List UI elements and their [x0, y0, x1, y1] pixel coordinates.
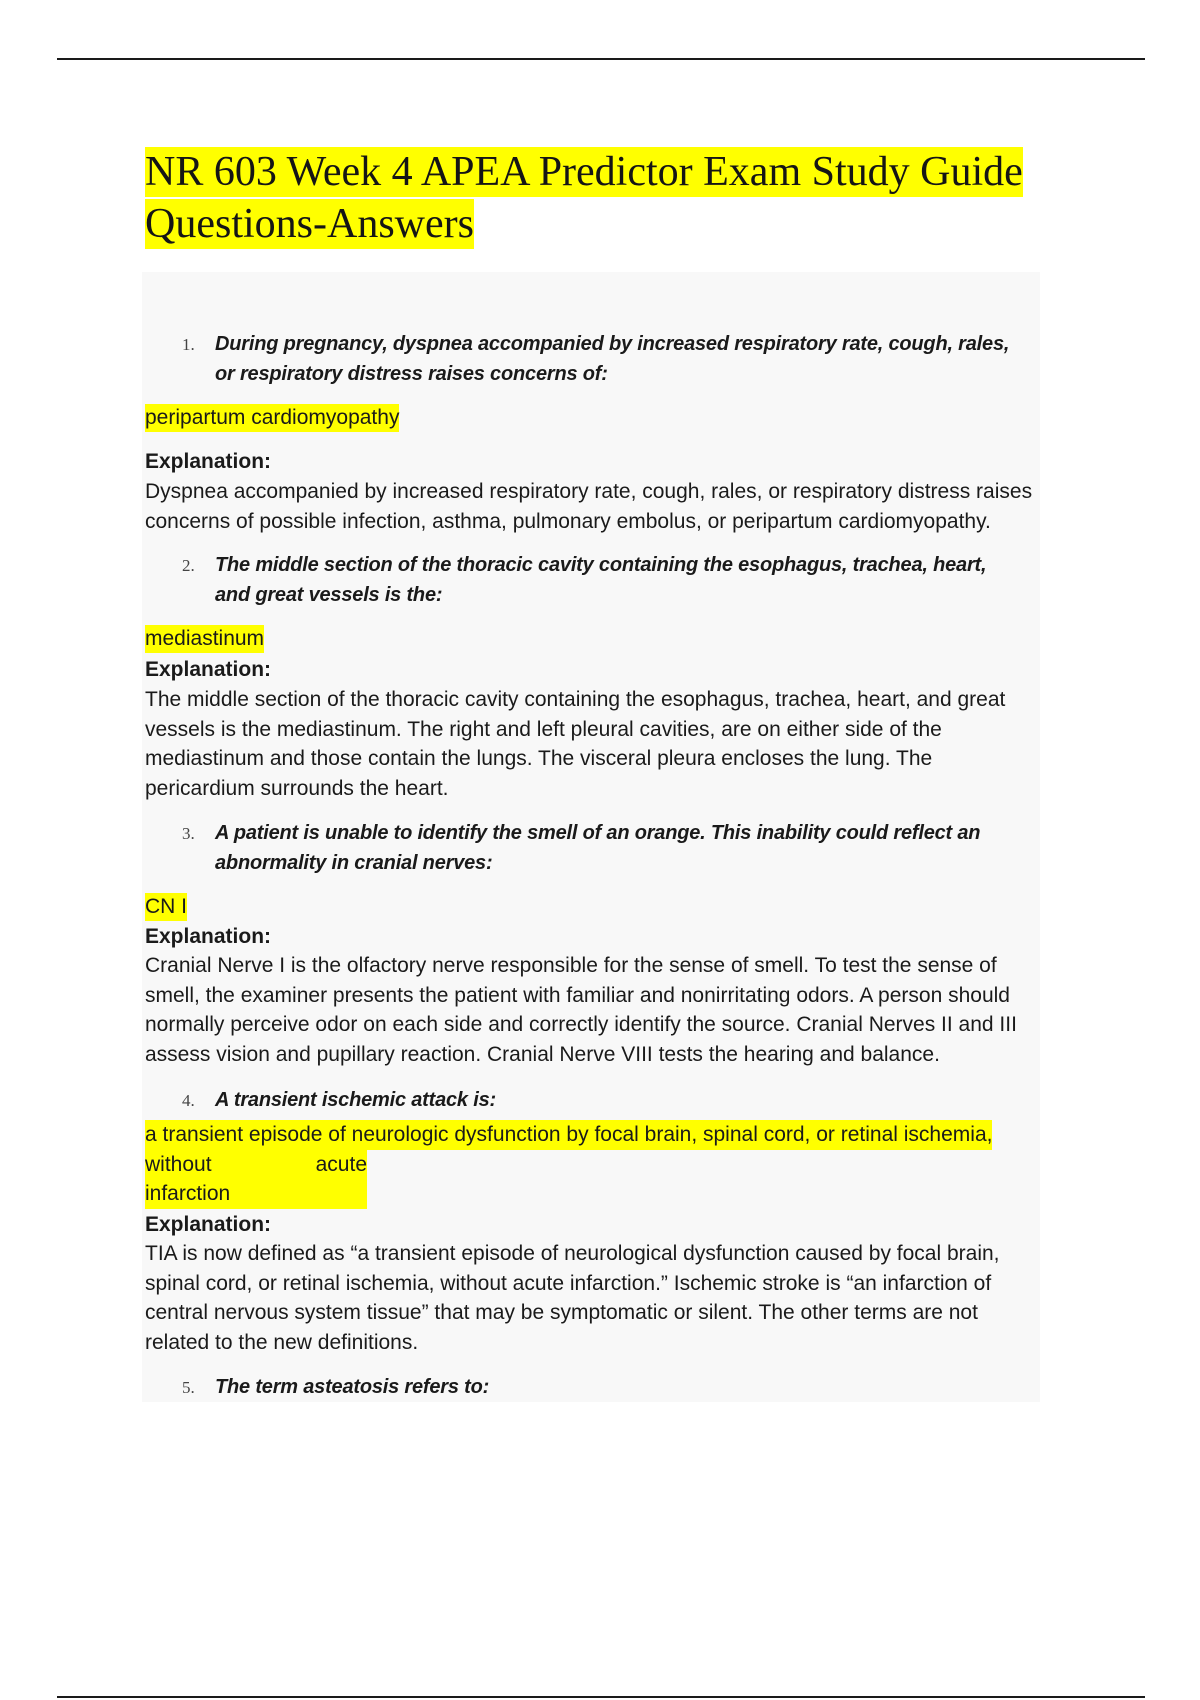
answer: [145, 625, 264, 653]
explanation-line: concerns of possible infection, asthma, pulmonary embolus, or peripartum cardiomyopathy.: [145, 509, 991, 533]
explanation-line: normally perceive odor on each side and correctly identify the source. Cranial Nerves II and III: [145, 1013, 1017, 1037]
answer-highlight: a transient episode of neurologic dysfunction by focal brain, spinal cord, or retinal ischemia,: [145, 1120, 992, 1150]
answer-highlight-block: [145, 1150, 367, 1209]
title-line: Questions-Answers: [145, 201, 474, 247]
explanation-line: Cranial Nerve I is the olfactory nerve responsible for the sense of smell. To test the sense of: [145, 954, 997, 977]
question-number: 2.: [182, 556, 195, 575]
answer-word: infarction: [145, 1182, 231, 1206]
explanation-label: Explanation:: [145, 450, 272, 473]
explanation-text: [145, 685, 1005, 803]
question-text-line: or respiratory distress raises concerns of:: [215, 362, 608, 385]
question-text-line: A transient ischemic attack is:: [215, 1089, 496, 1111]
question-text: [215, 1086, 496, 1116]
question-text-line: The middle section of the thoracic cavity containing the esophagus, trachea, heart,: [215, 554, 987, 576]
explanation-line: pericardium surrounds the heart.: [145, 776, 449, 800]
document-title: [145, 147, 1023, 251]
explanation-line: mediastinum and those contain the lungs. The visceral pleura encloses the lung. The: [145, 747, 933, 771]
question-text-line: and great vessels is the:: [215, 583, 443, 606]
question-text-line: The term asteatosis refers to:: [215, 1376, 490, 1398]
question-number: 5.: [182, 1378, 195, 1397]
explanation-line: assess vision and pupillary reaction. Cranial Nerve VIII tests the hearing and balance.: [145, 1042, 940, 1066]
question-number: 3.: [182, 824, 195, 843]
question-text: [215, 551, 986, 610]
question-text-line: A patient is unable to identify the smell of an orange. This inability could reflect an: [215, 822, 981, 844]
question-text: [215, 1373, 489, 1403]
answer-word: acute: [315, 1152, 367, 1176]
question-text-line: During pregnancy, dyspnea accompanied by increased respiratory rate, cough, rales,: [215, 333, 1010, 355]
answer-highlight: peripartum cardiomyopathy: [145, 404, 399, 432]
question-number: 4.: [182, 1091, 195, 1110]
explanation-line: vessels is the mediastinum. The right and left pleural cavities, are on either side of the: [145, 717, 942, 741]
bottom-rule: [57, 1696, 1145, 1698]
question-text: [215, 819, 980, 878]
explanation-text: [145, 1239, 1000, 1357]
question-text: [215, 330, 1009, 389]
explanation-line: related to the new definitions.: [145, 1330, 419, 1354]
question-number: 1.: [182, 335, 195, 354]
explanation-line: TIA is now defined as “a transient episode of neurological dysfunction caused by focal brain,: [145, 1242, 1000, 1265]
explanation-label: Explanation:: [145, 925, 272, 948]
explanation-line: smell, the examiner presents the patient with familiar and nonirritating odors. A person should: [145, 983, 1010, 1007]
explanation-label: Explanation:: [145, 658, 272, 681]
explanation-line: central nervous system tissue” that may be symptomatic or silent. The other terms are not: [145, 1301, 978, 1325]
answer: [145, 893, 187, 921]
explanation-label: Explanation:: [145, 1213, 272, 1236]
explanation-text: [145, 951, 1017, 1069]
explanation-line: spinal cord, or retinal ischemia, without acute infarction.” Ischemic stroke is “an infarction of: [145, 1271, 992, 1295]
answer: [145, 404, 399, 432]
answer-word: without: [145, 1152, 212, 1176]
answer: [145, 1120, 992, 1209]
top-rule: [57, 58, 1145, 60]
question-text-line: abnormality in cranial nerves:: [215, 851, 493, 874]
answer-highlight: mediastinum: [145, 625, 264, 653]
answer-highlight: CN I: [145, 893, 187, 921]
explanation-text: [145, 477, 1032, 536]
title-line: NR 603 Week 4 APEA Predictor Exam Study Guide: [145, 149, 1023, 195]
explanation-line: The middle section of the thoracic cavity containing the esophagus, trachea, heart, and great: [145, 688, 1006, 711]
explanation-line: Dyspnea accompanied by increased respiratory rate, cough, rales, or respiratory distress raises: [145, 480, 1033, 503]
